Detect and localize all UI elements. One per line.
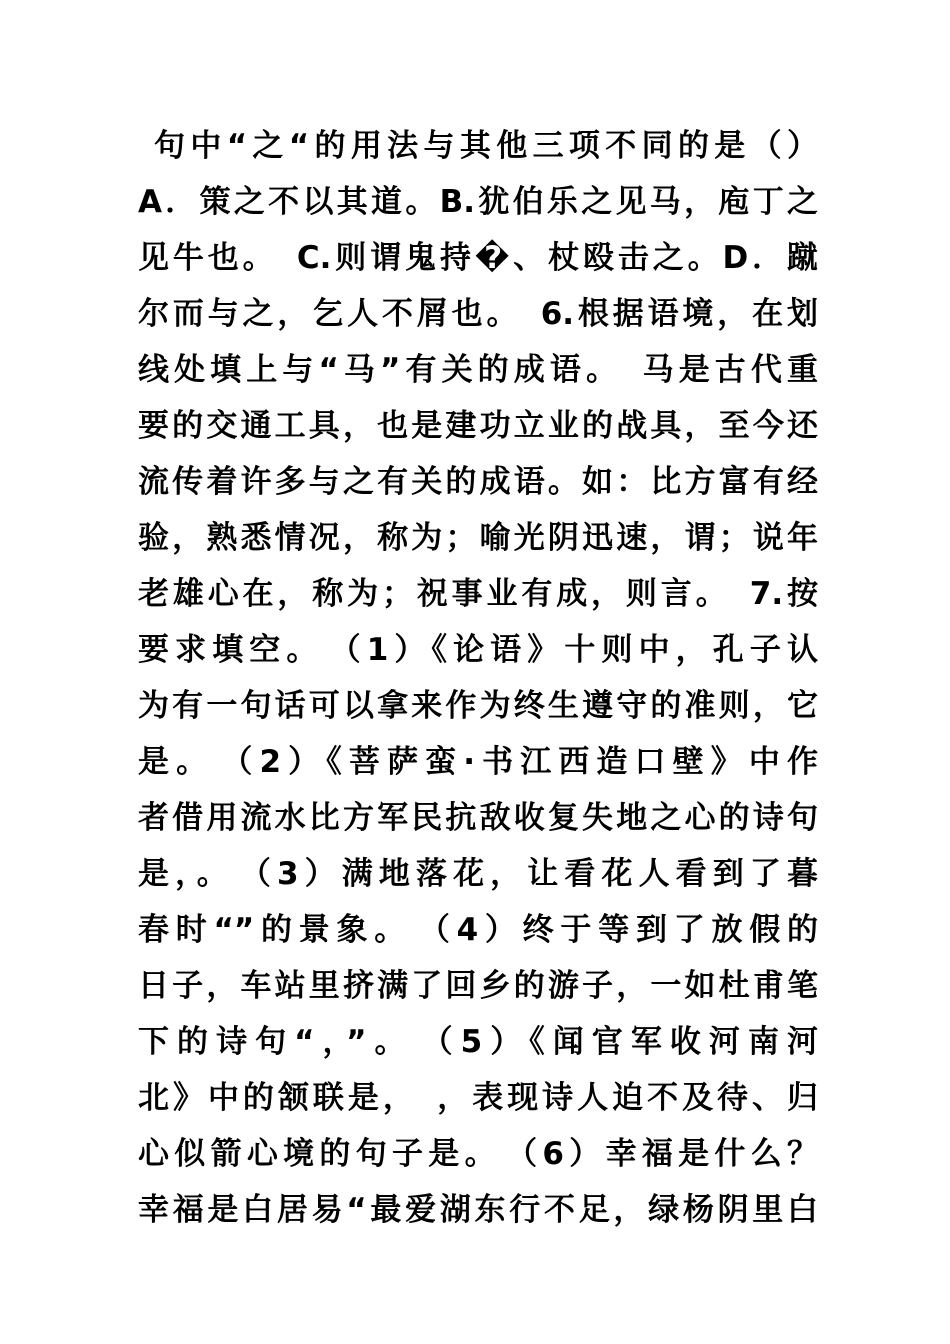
body-text — [138, 118, 818, 1238]
text-line: 线处填上与“马”有关的成语。 马是古代重 — [138, 352, 818, 388]
text-line: 幸福是白居易“最爱湖东行不足，绿杨阴里白 — [138, 1192, 818, 1228]
text-line: 要求填空。 （1）《论语》十则中，孔子认 — [138, 632, 818, 668]
text-line: 者借用流水比方军民抗敌收复失地之心的诗句 — [138, 800, 818, 836]
text-line: 句中“之“的用法与其他三项不同的是（） — [154, 128, 818, 164]
text-line: 为有一句话可以拿来作为终生遵守的准则，它 — [138, 688, 818, 724]
text-line: 是，。 （3）满地落花，让看花人看到了暮 — [138, 856, 818, 892]
text-line: 下的诗句“，”。 （5）《闻官军收河南河 — [138, 1024, 818, 1060]
text-line: 春时“”的景象。 （4）终于等到了放假的 — [138, 912, 818, 948]
text-line: 日子，车站里挤满了回乡的游子，一如杜甫笔 — [138, 968, 818, 1004]
text-line: A．策之不以其道。B.犹伯乐之见马，庖丁之 — [138, 184, 818, 220]
text-line: 验，熟悉情况，称为；喻光阴迅速，谓；说年 — [138, 520, 818, 556]
text-line: 北》中的颔联是， ，表现诗人迫不及待、归 — [138, 1080, 818, 1116]
text-line: 见牛也。 C.则谓鬼持�、杖殴击之。D．蹴 — [138, 240, 818, 276]
text-line: 心似箭心境的句子是。 （6）幸福是什么？ — [138, 1136, 818, 1172]
text-line: 尔而与之，乞人不屑也。 6.根据语境，在划 — [138, 296, 818, 332]
text-line: 要的交通工具，也是建功立业的战具，至今还 — [138, 408, 818, 444]
text-line: 老雄心在，称为；祝事业有成，则言。 7.按 — [138, 576, 818, 612]
text-line: 是。 （2）《菩萨蛮·书江西造口壁》中作 — [138, 744, 818, 780]
text-line: 流传着许多与之有关的成语。如：比方富有经 — [138, 464, 818, 500]
